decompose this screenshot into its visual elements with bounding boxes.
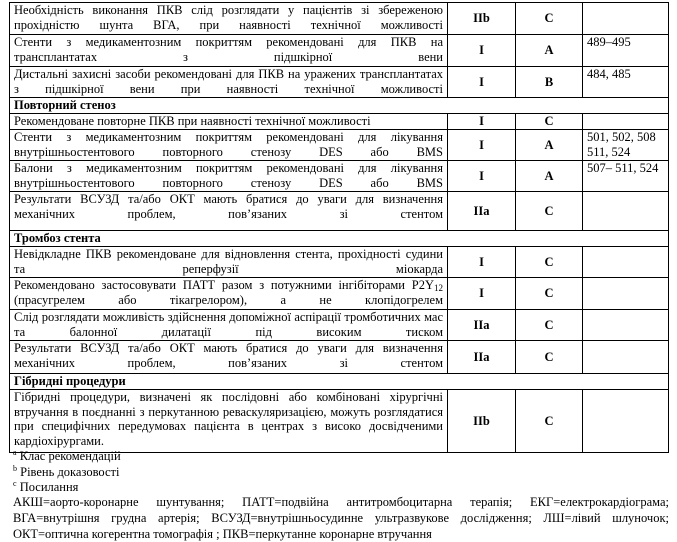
class-cell: I	[448, 161, 516, 192]
class-cell: I	[448, 278, 516, 310]
p2y12-text-part2: (прасугрелем або тікагрелором), а не клопідогрелем	[14, 292, 443, 307]
recommendation-text: Гібридні процедури, визначені як послідовні або комбіновані хірургічні втручання в поєднанні з перкутанною реваскуляризацією, можуть розглядатися при специфічних передумовах пацієнта в центрах з високо досвідченими кардіохірургами.	[10, 390, 448, 453]
table-row	[10, 278, 669, 310]
table-row	[10, 247, 669, 278]
reference-cell: 507– 511, 524	[583, 161, 669, 192]
level-cell: C	[516, 247, 583, 278]
table-row	[10, 161, 669, 192]
footnote-text: Посилання	[19, 480, 79, 494]
recommendation-text: Результати ВСУЗД та/або ОКТ мають братися до уваги для визначення механічних проблем, пов’язаних зі стентом	[10, 192, 448, 231]
class-cell: IIa	[448, 192, 516, 231]
recommendation-text: Слід розглядати можливість здійснення допоміжної аспірації тромботичних мас та балонної дилатації під високим тиском	[10, 310, 448, 341]
level-cell: C	[516, 310, 583, 341]
reference-cell: 484, 485	[583, 67, 669, 98]
class-cell: I	[448, 247, 516, 278]
level-cell: C	[516, 192, 583, 231]
reference-cell	[583, 390, 669, 453]
section-row	[10, 98, 669, 114]
class-cell: IIb	[448, 3, 516, 35]
reference-cell	[583, 3, 669, 35]
level-cell: B	[516, 67, 583, 98]
abbreviations-note: АКШ=аорто-коронарне шунтування; ПАТТ=подвійна антитромбоцитарна терапія; ЕКГ=електрокардіограма; ВГА=внутрішня грудна артерія; ВСУЗД=внутрішньосудинне ультразвукове дослідження; ЛШ=лівий шлуночок; ОКТ=оптична когерентна томографія ; ПКВ=перкутанне коронарне втручання	[13, 495, 669, 541]
class-cell: I	[448, 67, 516, 98]
recommendation-text: Балони з медикаментозним покриттям рекомендовані для лікування внутрішньостентового повторного стенозу DES або BMS	[10, 161, 448, 192]
footnote-text: Клас рекомендацій	[19, 449, 121, 463]
level-cell: A	[516, 130, 583, 161]
recommendation-text: Невідкладне ПКВ рекомендоване для відновлення стента, прохідності судини та реперфузії міокарда	[10, 247, 448, 278]
class-cell: IIa	[448, 310, 516, 341]
table-row	[10, 3, 669, 35]
level-cell: С	[516, 3, 583, 35]
section-row	[10, 374, 669, 390]
table-row	[10, 67, 669, 98]
reference-cell: 489–495	[583, 35, 669, 67]
table-row	[10, 35, 669, 67]
class-cell: I	[448, 130, 516, 161]
reference-cell	[583, 278, 669, 310]
section-heading: Повторний стеноз	[10, 98, 669, 114]
section-row	[10, 231, 669, 247]
footnote-level	[13, 464, 669, 480]
section-heading: Гібридні процедури	[10, 374, 669, 390]
table-row	[10, 390, 669, 453]
level-cell: A	[516, 161, 583, 192]
level-cell: C	[516, 390, 583, 453]
recommendation-text: Стенти з медикаментозним покриттям рекомендовані для ПКВ на трансплантатах з підшкірної вени	[10, 35, 448, 67]
level-cell: C	[516, 341, 583, 374]
recommendations-table	[9, 2, 669, 453]
level-cell: C	[516, 278, 583, 310]
reference-cell	[583, 247, 669, 278]
footnote-text: Рівень доказовості	[20, 465, 120, 479]
reference-cell: 501, 502, 508 511, 524	[583, 130, 669, 161]
table-row	[10, 130, 669, 161]
recommendation-text	[10, 278, 448, 310]
footnote-marker: a	[13, 447, 17, 457]
level-cell: C	[516, 114, 583, 130]
reference-cell	[583, 114, 669, 130]
section-heading: Тромбоз стента	[10, 231, 669, 247]
recommendation-text: Рекомендоване повторне ПКВ при наявності технічної можливості	[10, 114, 448, 130]
footnote-references	[13, 479, 669, 495]
class-cell: IIb	[448, 390, 516, 453]
recommendation-text: Дистальні захисні засоби рекомендовані для ПКВ на уражених трансплантатах з підшкірної вени при наявності технічної можливості	[10, 67, 448, 98]
class-cell: I	[448, 114, 516, 130]
level-cell: A	[516, 35, 583, 67]
recommendation-text: Стенти з медикаментозним покриттям рекомендовані для лікування внутрішньостентового повторного стенозу DES або BMS	[10, 130, 448, 161]
p2y12-subscript: 12	[434, 283, 443, 293]
table-row	[10, 310, 669, 341]
table-row	[10, 341, 669, 374]
p2y12-text-part1: Рекомендовано застосовувати ПАТТ разом з потужними інгібіторами P2Y	[14, 278, 434, 292]
reference-cell	[583, 341, 669, 374]
footnote-marker: c	[13, 478, 17, 488]
footnote-marker: b	[13, 463, 17, 473]
class-cell: IIa	[448, 341, 516, 374]
recommendation-text: Результати ВСУЗД та/або ОКТ мають братися до уваги для визначення механічних проблем, пов’язаних зі стентом	[10, 341, 448, 374]
table-row	[10, 192, 669, 231]
recommendation-text: Необхідність виконання ПКВ слід розглядати у пацієнтів зі збереженою прохідністю шунта ВГА, при наявності технічної можливості	[10, 3, 448, 35]
reference-cell	[583, 310, 669, 341]
reference-cell	[583, 192, 669, 231]
footnote-class	[13, 448, 669, 464]
class-cell: I	[448, 35, 516, 67]
table-row	[10, 114, 669, 130]
